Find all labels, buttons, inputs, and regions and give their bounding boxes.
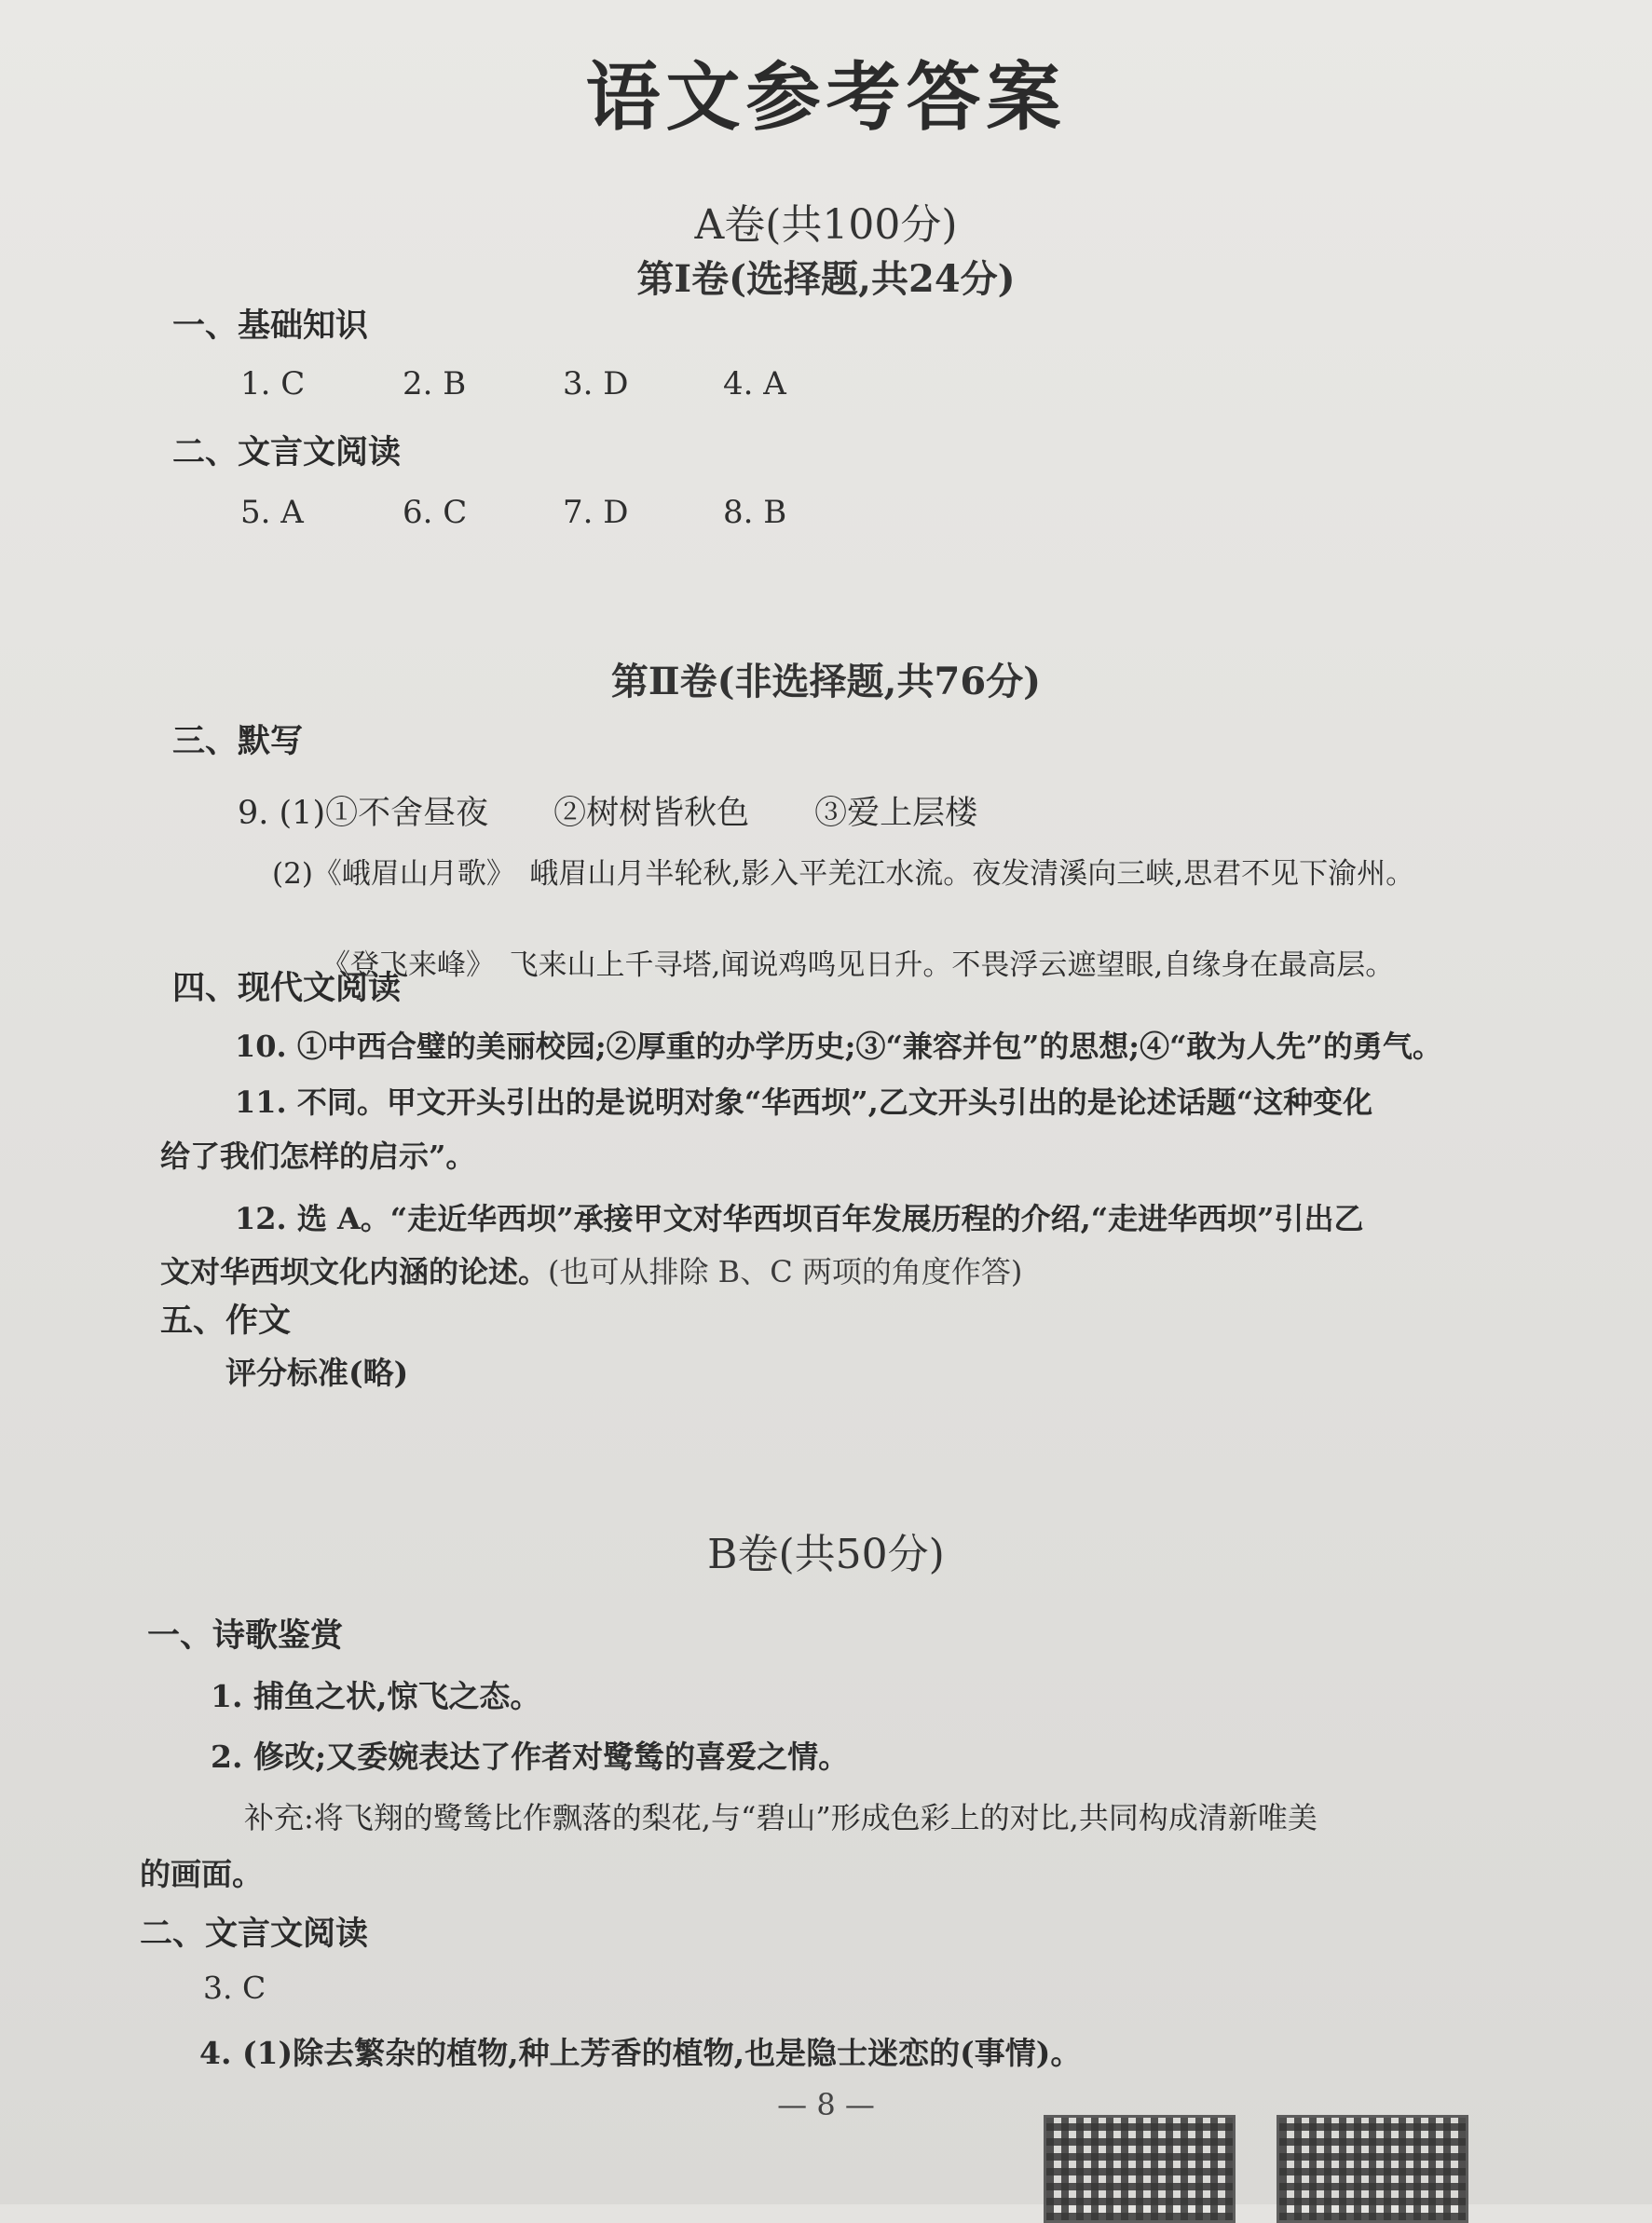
q9-part2-poem2: 《登飞来峰》 飞来山上千寻塔,闻说鸡鸣见日升。不畏浮云遮望眼,自缘身在最高层。 [321,948,1395,982]
qr-code-icon [1277,2115,1468,2223]
q12-answer-note: (也可从排除 B、C 两项的角度作答) [548,1254,1023,1289]
section-poetry-appreciation: 一、诗歌鉴赏 [147,1616,344,1655]
q9-part2-poem1: (2)《峨眉山月歌》 峨眉山月半轮秋,影入平羌江水流。夜发清溪向三峡,思君不见下渝州。 [272,857,1415,891]
part-2-heading: 第Ⅱ卷(非选择题,共76分) [610,660,1042,703]
b-q2-supplement-line1: 补充:将飞翔的鹭鸶比作飘落的梨花,与“碧山”形成色彩上的对比,共同构成清新唯美 [244,1800,1318,1835]
q9-part1: 9. (1)①不舍昼夜 ②树树皆秋色 ③爱上层楼 [238,795,978,832]
page-title: 语文参考答案 [585,53,1067,141]
b-q2-answer: 2. 修改;又委婉表达了作者对鹭鸶的喜爱之情。 [211,1739,850,1775]
answer-item: 8. B [723,494,787,531]
answer-item: 1. C [240,365,306,402]
part-1-heading: 第Ⅰ卷(选择题,共24分) [636,257,1016,301]
composition-scoring: 评分标准(略) [225,1355,409,1391]
volume-a-heading: A卷(共100分) [694,201,958,249]
answer-item: 6. C [403,494,468,531]
qr-code-icon [1044,2115,1236,2223]
answer-item: 7. D [563,494,629,531]
q12-answer-main: 文对华西坝文化内涵的论述。 [160,1254,549,1289]
section-basic-knowledge: 一、基础知识 [172,307,369,345]
section-classical-reading-b: 二、文言文阅读 [140,1915,369,1953]
b-q1-answer: 1. 捕鱼之状,惊飞之态。 [211,1678,541,1714]
answer-item: 3. D [563,365,629,402]
q12-answer-line1: 12. 选 A。“走近华西坝”承接甲文对华西坝百年发展历程的介绍,“走进华西坝”引出乙 [235,1201,1364,1236]
section-composition: 五、作文 [160,1302,292,1340]
section-classical-reading: 二、文言文阅读 [172,433,402,471]
answer-item: 2. B [403,365,467,402]
q12-answer-line2 [160,1248,1022,1291]
answer-item: 4. A [723,365,786,402]
q11-answer-line1: 11. 不同。甲文开头引出的是说明对象“华西坝”,乙文开头引出的是论述话题“这种变化 [235,1084,1373,1120]
volume-b-heading: B卷(共50分) [707,1531,945,1578]
q11-answer-line2: 给了我们怎样的启示”。 [160,1139,476,1174]
page-number: — 8 — [777,2087,875,2122]
section-modern-reading: 四、现代文阅读 [172,969,402,1007]
section-dictation: 三、默写 [172,722,304,760]
b-q4-answer: 4. (1)除去繁杂的植物,种上芳香的植物,也是隐士迷恋的(事情)。 [199,2035,1082,2071]
b-q3-answer: 3. C [203,1970,266,2006]
answer-item: 5. A [240,494,304,531]
q10-answer: 10. ①中西合璧的美丽校园;②厚重的办学历史;③“兼容并包”的思想;④“敢为人先”的勇气。 [235,1029,1442,1064]
b-q2-supplement-line2: 的画面。 [140,1856,263,1892]
